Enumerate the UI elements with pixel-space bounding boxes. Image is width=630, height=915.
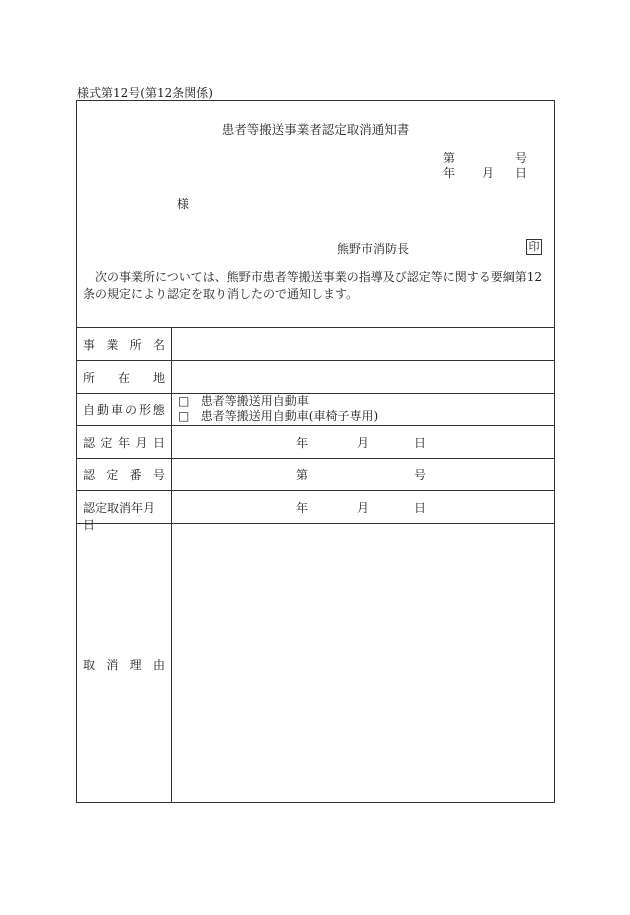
date-month: 月	[482, 166, 495, 180]
divider	[77, 458, 554, 459]
location-label: 所 在 地	[83, 371, 165, 385]
vehicle-option-label: 患者等搬送用自動車	[200, 394, 309, 408]
addressee-suffix: 様	[177, 197, 190, 211]
cancel-date-label: 認定取消年月日	[83, 501, 156, 532]
vehicle-option[interactable]	[178, 394, 378, 409]
office-name-field[interactable]	[173, 328, 553, 359]
doc-number-suffix: 号	[515, 151, 528, 165]
cert-number-suffix: 号	[414, 468, 427, 482]
document-title: 患者等搬送事業者認定取消通知書	[221, 122, 410, 137]
divider	[77, 490, 554, 491]
divider	[77, 425, 554, 426]
cert-date-year: 年	[296, 436, 309, 450]
cancel-reason-field[interactable]	[173, 524, 553, 802]
date-day: 日	[515, 166, 528, 180]
vehicle-option[interactable]	[178, 409, 378, 424]
cert-date-label: 認 定 年 月 日	[83, 436, 165, 450]
cert-date-day: 日	[414, 436, 427, 450]
vehicle-option-label: 患者等搬送用自動車(車椅子専用)	[200, 409, 379, 423]
issuer-name: 熊野市消防長	[337, 242, 410, 256]
column-divider	[171, 327, 172, 802]
cancel-date-day: 日	[414, 501, 427, 515]
office-name-label: 事 業 所 名	[83, 338, 165, 352]
seal-mark: 印	[526, 239, 542, 255]
checkbox-icon[interactable]: □	[178, 409, 190, 423]
cancel-date-year: 年	[296, 501, 309, 515]
checkbox-icon[interactable]: □	[178, 394, 190, 408]
notice-form	[76, 100, 555, 803]
notice-text: 次の事業所については、熊野市患者等搬送事業の指導及び認定等に関する要綱第12条の規定により認定を取り消したので通知します。	[83, 270, 543, 301]
cancel-date-month: 月	[357, 501, 370, 515]
location-field[interactable]	[173, 361, 553, 392]
vehicle-type-label: 自 動 車 の 形 態	[83, 403, 165, 417]
date-year: 年	[443, 166, 456, 180]
cancel-reason-label: 取 消 理 由	[83, 658, 165, 672]
doc-number-prefix: 第	[443, 151, 456, 165]
vehicle-type-options	[178, 394, 378, 424]
cert-number-prefix: 第	[296, 468, 309, 482]
cert-date-month: 月	[357, 436, 370, 450]
cert-number-label: 認 定 番 号	[83, 468, 165, 482]
form-number-label: 様式第12号(第12条関係)	[77, 86, 213, 100]
